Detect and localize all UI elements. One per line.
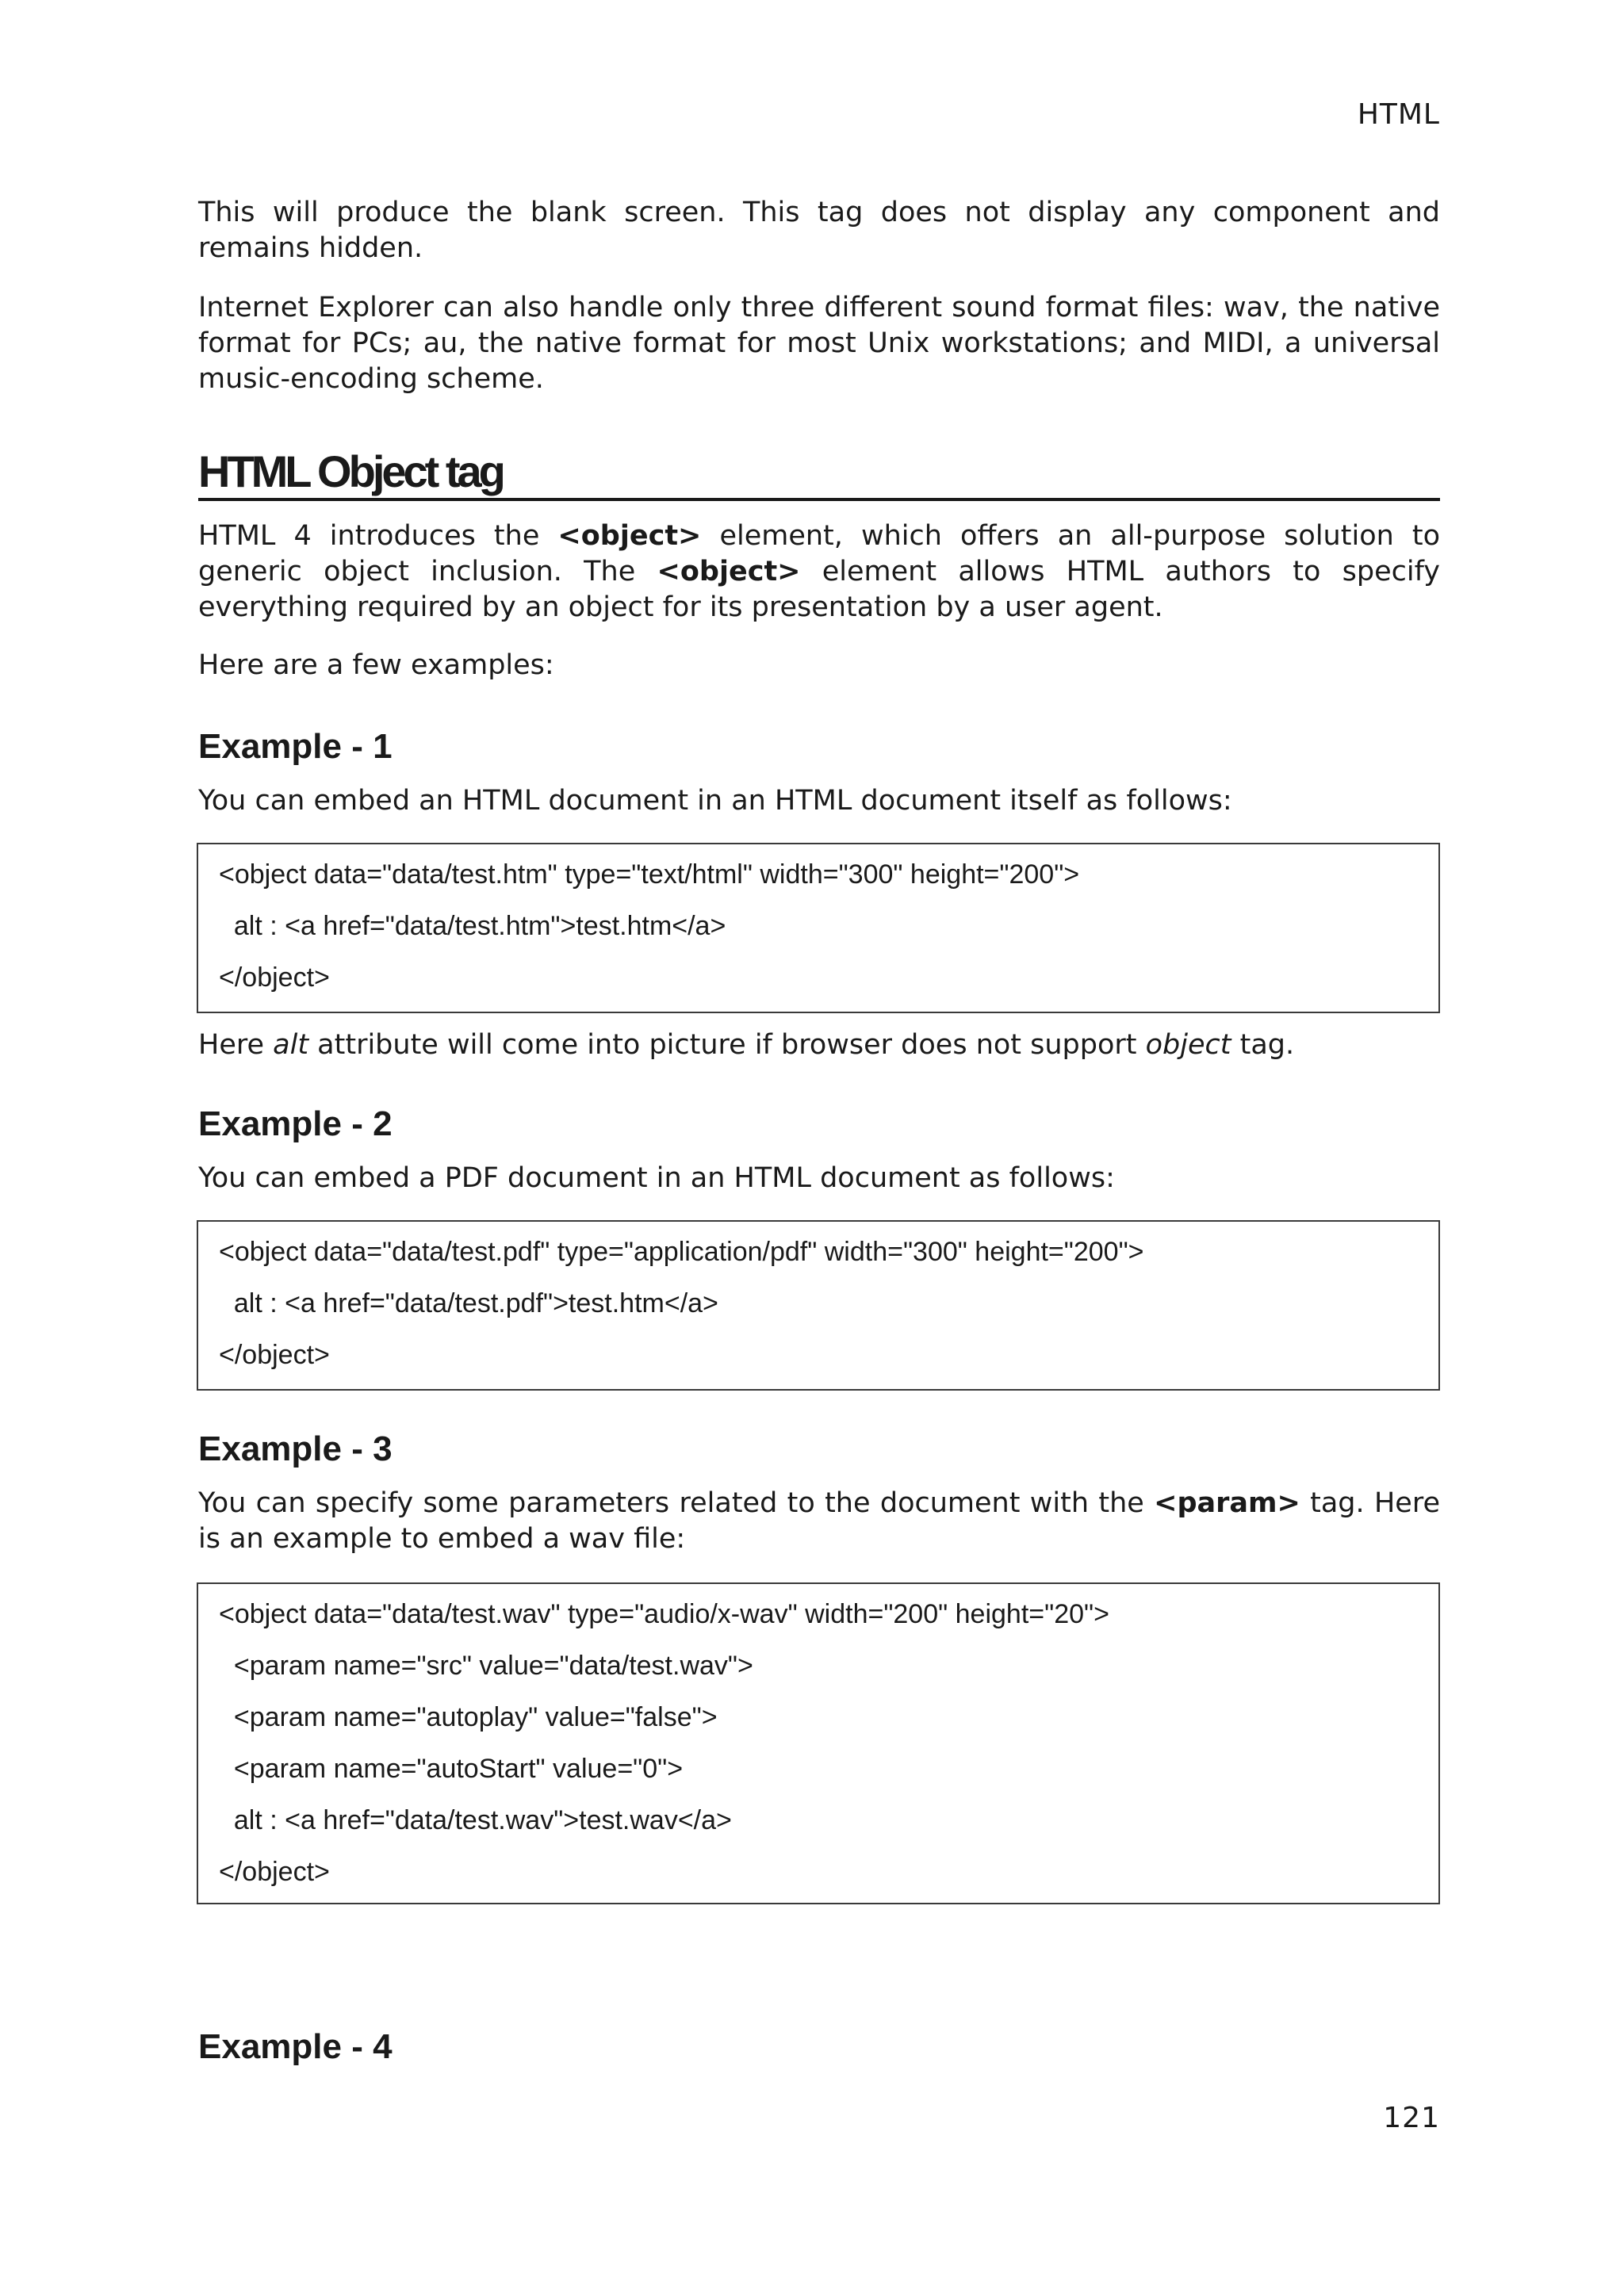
code-line: <param name="autoplay" value="false"> [219,1702,718,1732]
example-2-heading: Example - 2 [198,1104,393,1143]
text-run: tag. Here is an example to embed a wav file: [198,1487,1440,1555]
code-line: <object data="data/test.wav" type="audio/x-wav" width="200" height="20"> [219,1599,1109,1629]
running-header: HTML [1357,98,1440,131]
inline-tag: <object> [557,520,702,552]
example-2-text: You can embed a PDF document in an HTML document as follows: [198,1162,1115,1194]
code-line: </object> [219,1340,330,1370]
code-line: </object> [219,1857,330,1887]
code-line: alt : <a href="data/test.htm">test.htm</a> [219,911,726,941]
text-run: tag. [1231,1029,1295,1061]
text-run: You can specify some parameters related to the document with the [198,1487,1155,1519]
intro-paragraph-1: This will produce the blank screen. This tag does not display any component and remains hidden. [198,197,1440,264]
code-line: <object data="data/test.pdf" type="application/pdf" width="300" height="200"> [219,1237,1144,1267]
inline-tag: <object> [657,556,801,587]
object-intro-paragraph [198,519,1440,626]
text-run: HTML 4 introduces the [198,520,558,552]
code-line: <param name="src" value="data/test.wav"> [219,1651,753,1681]
text-run: element allows HTML authors to specify everything required by an object for its presentation by a user agent. [198,556,1440,623]
code-line: alt : <a href="data/test.pdf">test.htm</a> [219,1288,718,1318]
code-line: alt : <a href="data/test.wav">test.wav</a> [219,1805,732,1835]
intro-paragraph-2: Internet Explorer can also handle only three different sound format files: wav, the native format for PCs; au, the native format for most Unix workstations; and MIDI, a universal music-encoding scheme. [198,292,1440,395]
document-page [198,0,1440,2296]
text-run: element, which offers an all-purpose solution to generic object inclusion. The [198,520,1440,587]
code-line: <object data="data/test.htm" type="text/html" width="300" height="200"> [219,859,1080,890]
inline-tag: <param> [1154,1487,1300,1519]
italic-term: alt [273,1029,309,1061]
example-1-heading: Example - 1 [198,727,393,766]
section-title: HTML Object tag [198,449,1440,501]
page-number: 121 [1383,2102,1440,2134]
text-run: Here [198,1029,274,1061]
example-1-note [198,1027,1440,1063]
code-line: </object> [219,962,330,993]
examples-lead-paragraph: Here are a few examples: [198,649,554,681]
example-4-heading: Example - 4 [198,2027,393,2066]
example-3-text [198,1486,1440,1557]
example-1-text: You can embed an HTML document in an HTML document itself as follows: [198,785,1232,817]
example-3-heading: Example - 3 [198,1429,393,1468]
italic-term: object [1145,1029,1231,1061]
example-2-code-box [197,1220,1440,1391]
example-1-code-box [197,843,1440,1013]
code-line: <param name="autoStart" value="0"> [219,1754,684,1784]
example-3-code-box [197,1582,1440,1904]
text-run: attribute will come into picture if browser does not support [308,1029,1146,1061]
